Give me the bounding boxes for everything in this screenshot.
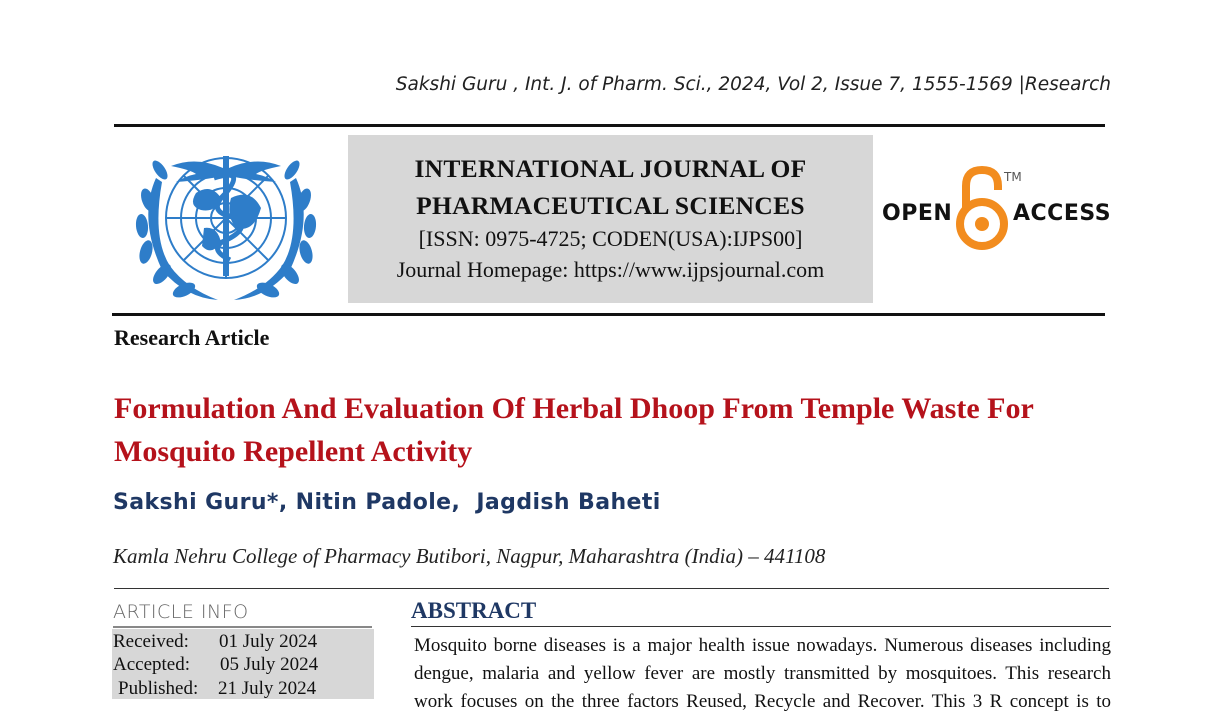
article-info-box bbox=[112, 629, 374, 699]
abstract-line3: work focuses on the three factors Reused, Recycle and Recover. This 3 R concept is to bbox=[414, 691, 1111, 712]
published-date: 21 July 2024 bbox=[218, 678, 317, 699]
journal-name-line2: PHARMACEUTICAL SCIENCES bbox=[416, 191, 805, 220]
article-title bbox=[114, 387, 1114, 473]
published-label: Published: bbox=[118, 678, 199, 699]
citation-header: Sakshi Guru , Int. J. of Pharm. Sci., 2024, Vol 2, Issue 7, 1555-1569 |Research bbox=[395, 74, 1111, 95]
header-rule-top bbox=[114, 124, 1105, 127]
abstract-rule bbox=[411, 626, 1111, 627]
article-info-rule bbox=[113, 626, 372, 628]
journal-issn: [ISSN: 0975-4725; CODEN(USA):IJPS00] bbox=[418, 226, 803, 251]
article-title-line2: Mosquito Repellent Activity bbox=[114, 435, 473, 468]
header-rule-bottom bbox=[112, 313, 1105, 316]
journal-homepage: Journal Homepage: https://www.ijpsjournal.com bbox=[396, 257, 825, 282]
article-info-heading: ARTICLE INFO bbox=[113, 601, 249, 623]
open-access-right-text: ACCESS bbox=[1013, 201, 1112, 226]
journal-name-line1: INTERNATIONAL JOURNAL OF bbox=[414, 154, 807, 183]
journal-banner bbox=[348, 135, 873, 303]
open-lock-icon bbox=[954, 166, 1010, 252]
section-divider bbox=[114, 588, 1109, 589]
received-date: 01 July 2024 bbox=[219, 631, 318, 652]
article-type: Research Article bbox=[114, 325, 270, 350]
abstract-body bbox=[414, 632, 1111, 716]
accepted-label: Accepted: bbox=[113, 654, 191, 675]
article-title-line1: Formulation And Evaluation Of Herbal Dhoop From Temple Waste For bbox=[114, 392, 1034, 425]
article-authors: Sakshi Guru*, Nitin Padole, Jagdish Baheti bbox=[113, 490, 661, 515]
abstract-heading: ABSTRACT bbox=[411, 598, 537, 623]
trademark-mark: TM bbox=[1004, 170, 1022, 184]
abstract-line2: dengue, malaria and yellow fever are mostly transmitted by mosquitoes. This research bbox=[414, 663, 1111, 684]
journal-name bbox=[348, 150, 873, 224]
un-emblem-icon bbox=[126, 138, 326, 304]
accepted-date: 05 July 2024 bbox=[220, 654, 319, 675]
abstract-line1: Mosquito borne diseases is a major health issue nowadays. Numerous diseases including bbox=[414, 635, 1111, 656]
article-affiliation: Kamla Nehru College of Pharmacy Butibori, Nagpur, Maharashtra (India) – 441108 bbox=[113, 544, 826, 568]
received-label: Received: bbox=[113, 631, 189, 652]
open-access-logo bbox=[880, 166, 1110, 256]
open-access-left-text: OPEN bbox=[882, 201, 953, 226]
